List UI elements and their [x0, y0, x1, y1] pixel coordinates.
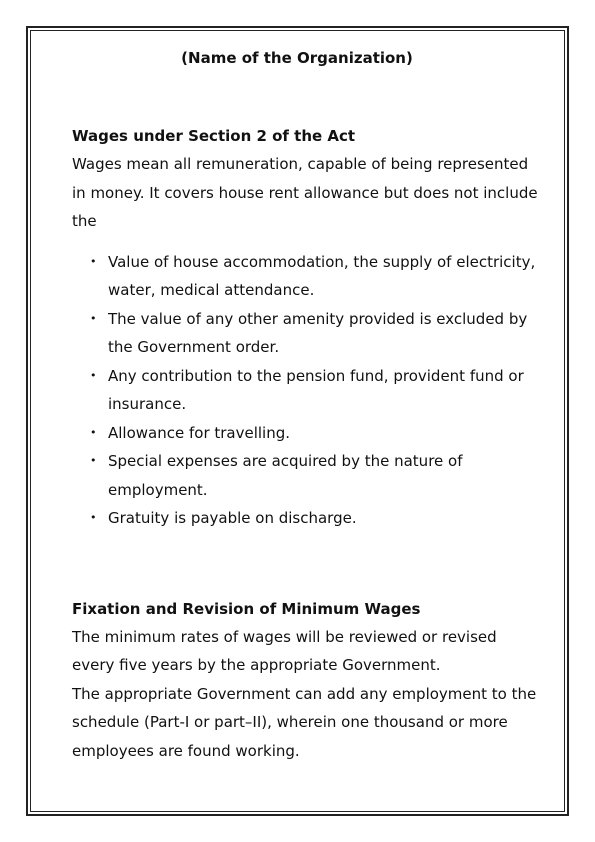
- list-item-text: Value of house accommodation, the supply of electricity, water, medical attendance.: [108, 252, 536, 299]
- bullet-icon: •: [90, 511, 97, 524]
- wages-intro-paragraph: Wages mean all remuneration, capable of being represented in money. It covers house rent allowance but does not include the: [72, 155, 538, 230]
- minimum-wages-paragraph-1: The minimum rates of wages will be reviewed or revised every five years by the appropriate Government.: [72, 627, 497, 674]
- section-wages: [72, 122, 542, 533]
- bullet-icon: •: [90, 368, 97, 382]
- bullet-icon: •: [90, 254, 97, 268]
- section-heading-wages: Wages under Section 2 of the Act: [72, 127, 356, 145]
- wages-exclusion-list: [72, 248, 542, 533]
- section-minimum-wages: [72, 595, 542, 766]
- list-item-text: Allowance for travelling.: [108, 423, 291, 442]
- list-item-text: Special expenses are acquired by the nature of employment.: [108, 452, 463, 499]
- list-item-text: Any contribution to the pension fund, provident fund or insurance.: [108, 366, 524, 413]
- minimum-wages-paragraph-2: The appropriate Government can add any employment to the schedule (Part-I or part–II), wherein one thousand or more employees are found working.: [72, 684, 537, 760]
- organization-title: (Name of the Organization): [181, 49, 413, 67]
- list-item: [90, 419, 542, 448]
- bullet-icon: •: [90, 311, 97, 325]
- list-item: [90, 447, 542, 504]
- list-item-text: Gratuity is payable on discharge.: [108, 509, 357, 527]
- list-item-text: The value of any other amenity provided is excluded by the Government order.: [108, 309, 528, 356]
- list-item: [90, 248, 542, 305]
- bullet-icon: •: [90, 425, 97, 439]
- document-body: [72, 44, 542, 765]
- bullet-icon: •: [90, 454, 97, 467]
- list-item: [90, 362, 542, 419]
- list-item: [90, 504, 542, 533]
- section-heading-minimum-wages: Fixation and Revision of Minimum Wages: [72, 599, 421, 618]
- list-item: [90, 305, 542, 362]
